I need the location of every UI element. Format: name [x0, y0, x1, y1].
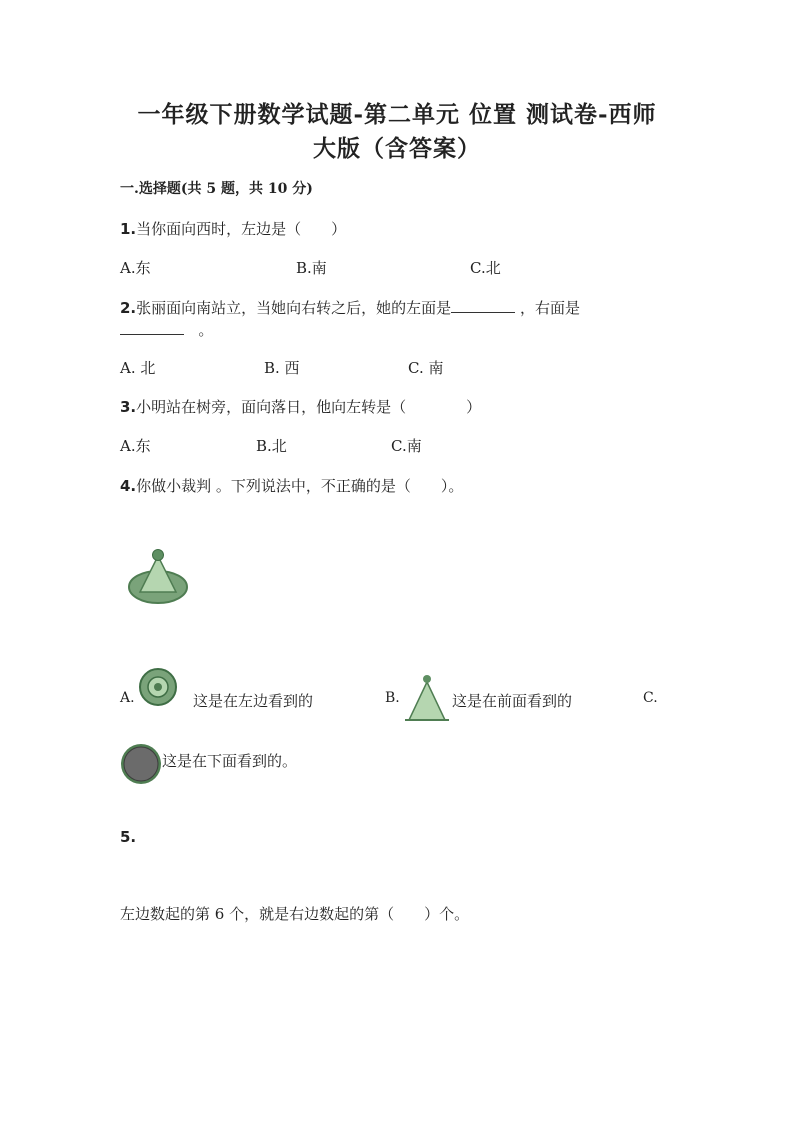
question-3 [120, 396, 481, 417]
q4-option-c-text: 这是在下面看到的。 [162, 752, 298, 770]
question-number: 4. [120, 477, 137, 495]
q1-option-b: B.南 [296, 259, 327, 277]
q4-option-a-text: 这是在左边看到的 [193, 692, 314, 710]
front-view-triangle-icon [403, 670, 453, 724]
q1-option-c: C.北 [470, 259, 501, 277]
question-text: 你做小裁判 。下列说法中，不正确的是（ ）。 [136, 477, 464, 495]
question-1 [120, 218, 346, 239]
question-number: 3. [120, 398, 137, 416]
section-heading: 一.选择题(共 5 题，共 10 分) [120, 181, 313, 197]
question-number: 2. [120, 299, 137, 317]
answer-blank [451, 298, 515, 313]
question-text: 张丽面向南站立，当她向右转之后，她的左面是 [136, 299, 452, 317]
answer-blank [120, 320, 184, 335]
page-title: 一年级下册数学试题-第二单元 位置 测试卷-西师 [137, 101, 657, 128]
bottom-view-circle-icon [118, 741, 166, 787]
top-view-circle-icon [137, 667, 181, 707]
question-text-end: 。 [198, 321, 214, 339]
q2-option-b: B. 西 [264, 359, 300, 377]
q4-option-b-text: 这是在前面看到的 [452, 692, 573, 710]
q3-option-b: B.北 [256, 437, 287, 455]
question-text: 当你面向西时，左边是（ ） [136, 220, 347, 238]
question-2-line2 [120, 319, 213, 340]
q1-option-a: A.东 [120, 259, 151, 277]
q2-option-c: C. 南 [408, 359, 444, 377]
q3-option-a: A.东 [120, 437, 151, 455]
q4-option-b-label: B. [385, 690, 400, 706]
question-number: 5. [120, 828, 137, 846]
question-4 [120, 475, 463, 496]
question-text-mid: ，右面是 [519, 299, 580, 317]
question-5 [120, 828, 136, 846]
q2-option-a: A. 北 [120, 359, 156, 377]
question-number: 1. [120, 220, 137, 238]
question-2 [120, 297, 580, 318]
question-text: 小明站在树旁，面向落日，他向左转是（ ） [136, 398, 482, 416]
q3-option-c: C.南 [391, 437, 422, 455]
q4-option-a-label: A. [120, 690, 135, 706]
q4-option-c-label: C. [643, 690, 658, 706]
question-5-text: 左边数起的第 6 个，就是右边数起的第（ ）个。 [120, 905, 470, 923]
party-hat-illustration [126, 546, 192, 608]
page-title-line2: 大版（含答案） [313, 135, 481, 162]
